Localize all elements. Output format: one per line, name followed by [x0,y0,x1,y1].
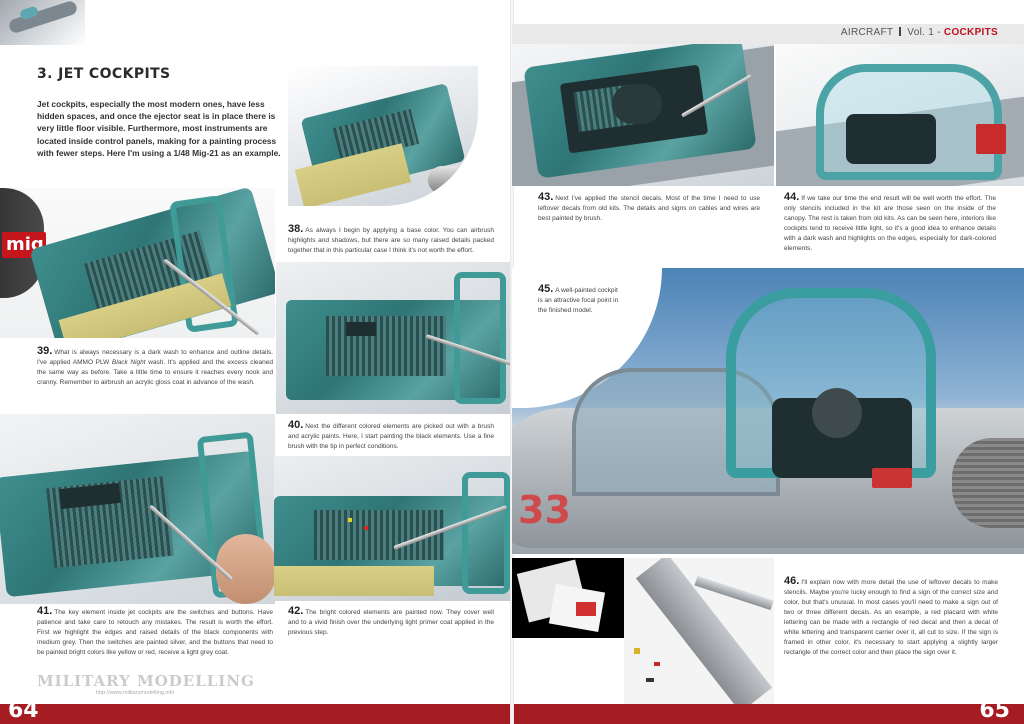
step-number-40: 40. [288,419,304,431]
caption-42 [288,606,494,638]
caption-text-39-a: What is always necessary is a dark wash to enhance and outline details. I've applied AMMO PLW [37,349,273,366]
caption-text-44: If we take our time the end result will be well worth the effort. The only stencils included in the kit are those seen on the inside of the canopy. The rest is taken from old kits. As can be seen here, interiors like cockpits tend to receive little light, so it's a good idea to enhance details with a dark wash and highlights on the edges, especially for dark-colored elements. [784,195,996,252]
photo-46-cutting-decals [624,558,774,704]
caption-text-39-b: wash. It's applied and the excess cleaned the same way as before. Take a little time to ensure it reaches every nook and cranny. Remember to airbrush an acrylic gloss coat in advance of the wash. [37,359,273,386]
step-number-39: 39. [37,345,53,357]
photo-40-black-elements [276,262,510,414]
watermark-url: http://www.militarymodelling.info [96,690,175,696]
step-number-38: 38. [288,223,304,235]
caption-text-42: The bright colored elements are painted now. They cover well and to a vivid finish over the underlying light primer coat applied in the previous step. [288,609,494,636]
caption-text-43: Next I've applied the stencil decals. Most of the time I need to use leftover decals from old kits. The details and signs on cables and wires are best painted by brush. [538,195,760,222]
page-number-left: 64 [8,698,39,723]
caption-44 [784,192,996,254]
caption-40 [288,420,494,452]
caption-39 [37,346,273,388]
step-number-44: 44. [784,191,800,203]
caption-41 [37,606,273,658]
section-title: 3. JET COCKPITS [37,66,171,82]
mig-jar-label: mig [6,234,44,255]
step-number-43: 43. [538,191,554,203]
photo-42-bright-colors [274,456,510,601]
caption-45 [538,284,622,316]
caption-text-40: Next the different colored elements are picked out with a brush and acrylic paints. Here, I start painting the black elements. Use a fine brush with the tip in perfect conditions. [288,423,494,450]
watermark-title: MILITARY MODELLING [37,672,255,690]
left-folio-bar [0,704,510,724]
photo-44-finished-interior [776,44,1024,186]
step-number-41: 41. [37,605,53,617]
header-topic: COCKPITS [943,27,998,38]
photo-43-stencil-decals [512,44,774,186]
caption-46 [784,576,998,658]
caption-43 [538,192,760,224]
header-volume: Vol. 1 - [907,27,941,38]
corner-thumbnail-photo [0,0,85,45]
photo-39-dark-wash [0,188,275,338]
step-number-46: 46. [784,575,800,587]
aircraft-number: 33 [518,488,571,532]
right-folio-bar [514,704,1024,724]
caption-text-39-em: Black Night [111,359,146,366]
header-separator [899,27,901,36]
photo-46-decal-sheet [512,558,624,638]
page-number-right: 65 [979,698,1010,723]
caption-text-38: As always I begin by applying a base color. You can airbrush highlights and shadows, but there are so many raised details packed together that in this particular case I think it's not worth the effort. [288,227,494,254]
photo-38-base-color [288,66,478,206]
running-header [841,27,998,38]
caption-text-46: I'll explain now with more detail the use of leftover decals to make stencils. Maybe you're lucky enough to find a sign of the correct size and color, but that's unusual. In most cases you'll need to make a sign out of two or three different decals. As an example, a red placard with white lettering can be made with a rectangle of red decal and then a decal of white lettering and transparent carrier over it, all cut to size. If the sign is framed in other color, it's necessary to start applying a slightly larger rectangle of the correct color and then place the sign over it. [784,579,998,656]
header-category: AIRCRAFT [840,27,894,38]
step-number-45: 45. [538,283,554,295]
caption-text-45: A well-painted cockpit is an attractive focal point in the finished model. [538,287,619,314]
step-number-42: 42. [288,605,304,617]
photo-41-switches [0,414,275,604]
caption-38 [288,224,494,256]
section-intro: Jet cockpits, especially the most modern ones, have less hidden spaces, and once the ejector seat is in place there is very little floor visible. Furthermore, most instruments are located inside control panels, making for a painting process with fewer steps. Here I'm using a 1/48 Mig-21 as an example. [37,99,281,158]
caption-text-41: The key element inside jet cockpits are the switches and buttons. Have patience and take care to retouch any mistakes. The result is worth the effort. First we highlight the edges and raised details of the black components with medium grey. Then the switches are painted silver, and the buttons that need to be painted bright colors like yellow or red, receive a light grey coat. [37,609,273,656]
